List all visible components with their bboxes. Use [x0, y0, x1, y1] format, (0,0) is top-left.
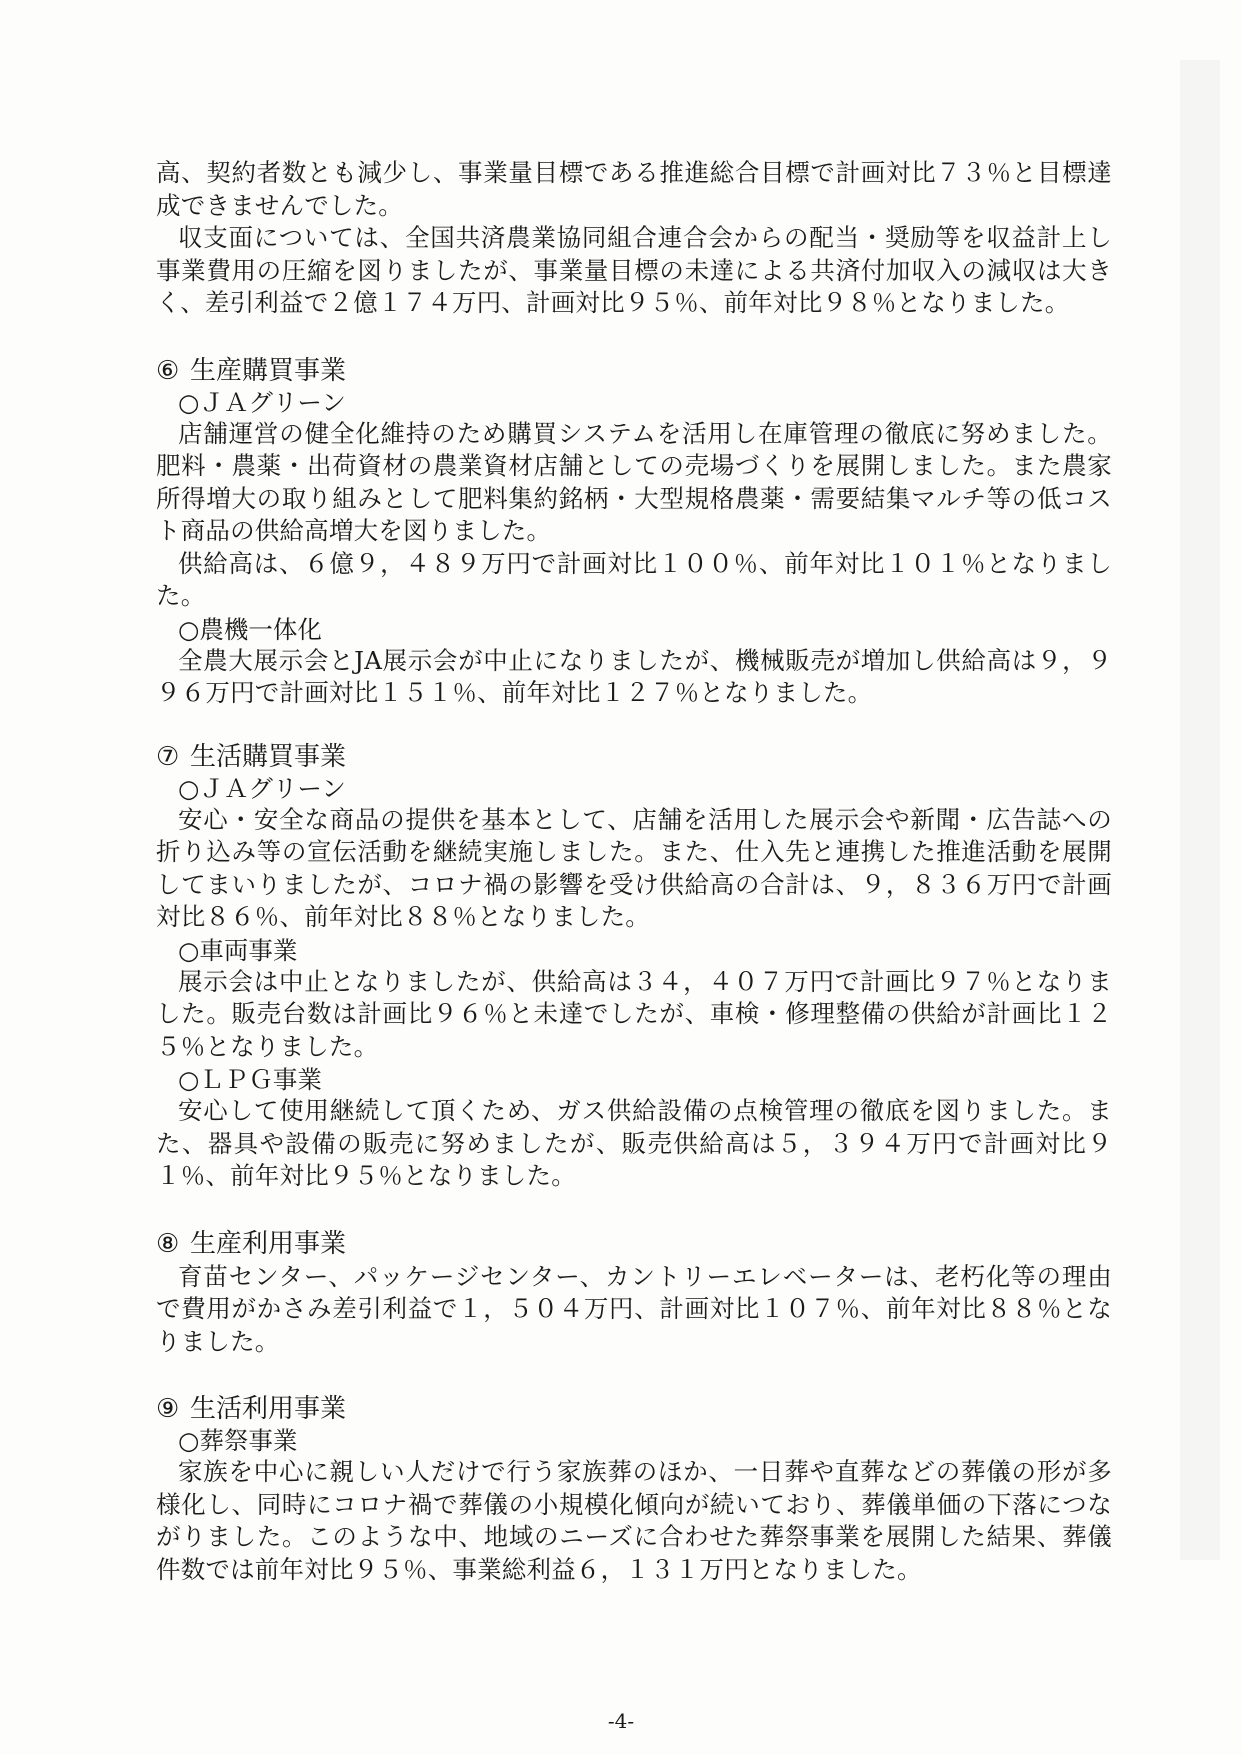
section-6	[156, 354, 1112, 710]
page-content	[156, 157, 1112, 1586]
paragraph: 家族を中心に親しい人だけで行う家族葬のほか、一日葬や直葬などの葬儀の形が多様化し、同時にコロナ禍で葬儀の小規模化傾向が続いており、葬儀単価の下落につながりました。このような中、地域のニーズに合わせた葬祭事業を展開した結果、葬儀件数では前年対比９５％、事業総利益６，１３１万円となりました。	[156, 1457, 1112, 1584]
section-number: ⑥	[156, 355, 180, 386]
section-heading	[156, 1392, 1112, 1426]
section-number: ⑧	[156, 1228, 180, 1259]
paragraph: 全農大展示会とJA展示会が中止になりましたが、機械販売が増加し供給高は９，９９６万円で計画対比１５１％、前年対比１２７％となりました。	[156, 645, 1112, 707]
paragraph: 安心して使用継続して頂くため、ガス供給設備の点検管理の徹底を図りました。また、器具や設備の販売に努めましたが、販売供給高は５，３９４万円で計画対比９１％、前年対比９５％となりました。	[156, 1096, 1112, 1190]
subsection-title: ○ＬＰＧ事業	[178, 1065, 322, 1094]
section-heading	[156, 354, 1112, 388]
section-title: 生産利用事業	[190, 1228, 347, 1259]
section-9	[156, 1392, 1112, 1586]
section-title: 生活利用事業	[190, 1394, 347, 1424]
section-number: ⑨	[156, 1394, 180, 1424]
paragraph: 供給高は、６億９，４８９万円で計画対比１００％、前年対比１０１％となりました。	[156, 548, 1112, 610]
subsection-title: ○農機一体化	[178, 614, 322, 644]
section-7	[156, 740, 1112, 1193]
intro-paragraph-2: 収支面については、全国共済農業協同組合連合会からの配当・奨励等を収益計上し事業費用の圧縮を図りましたが、事業量目標の未達による共済付加収入の減収は大きく、差引利益で２億１７４万円、計画対比９５％、前年対比９８％となりました。	[156, 223, 1112, 317]
paragraph: 育苗センター、パッケージセンター、カントリーエレベーターは、老朽化等の理由で費用がかさみ差引利益で１，５０４万円、計画対比１０７％、前年対比８８％となりました。	[156, 1261, 1112, 1356]
subsection-title: ○葬祭事業	[178, 1426, 298, 1455]
section-heading	[156, 1227, 1112, 1261]
section-title: 生活購買事業	[190, 741, 347, 772]
paragraph: 安心・安全な商品の提供を基本として、店舗を活用した展示会や新聞・広告誌への折り込み等の宣伝活動を継続実施しました。また、仕入先と連携した推進活動を展開してまいりましたが、コロナ禍の影響を受け供給高の合計は、９，８３６万円で計画対比８６％、前年対比８８％となりました。	[156, 804, 1112, 931]
section-title: 生産購買事業	[190, 355, 347, 386]
paragraph: 展示会は中止となりましたが、供給高は３４，４０７万円で計画比９７％となりました。販売台数は計画比９６％と未達でしたが、車検・修理整備の供給が計画比１２５％となりました。	[156, 966, 1112, 1061]
page-number: -4-	[607, 1709, 635, 1733]
section-8	[156, 1227, 1112, 1359]
section-number: ⑦	[156, 741, 180, 772]
paragraph: 店舗運営の健全化維持のため購買システムを活用し在庫管理の徹底に努めました。肥料・農薬・出荷資材の農業資材店舗としての売場づくりを展開しました。また農家所得増大の取り組みとして肥料集約銘柄・大型規格農薬・需要結集マルチ等の低コスト商品の供給高増大を図りました。	[156, 418, 1112, 545]
intro-paragraph-1: 高、契約者数とも減少し、事業量目標である推進総合目標で計画対比７３％と目標達成できませんでした。	[156, 158, 1112, 220]
subsection-title: ○ＪＡグリーン	[178, 773, 346, 803]
subsection-title: ○ＪＡグリーン	[178, 387, 346, 417]
subsection-title: ○車両事業	[178, 935, 298, 965]
scan-edge-shadow	[1180, 60, 1220, 1560]
section-heading	[156, 740, 1112, 774]
